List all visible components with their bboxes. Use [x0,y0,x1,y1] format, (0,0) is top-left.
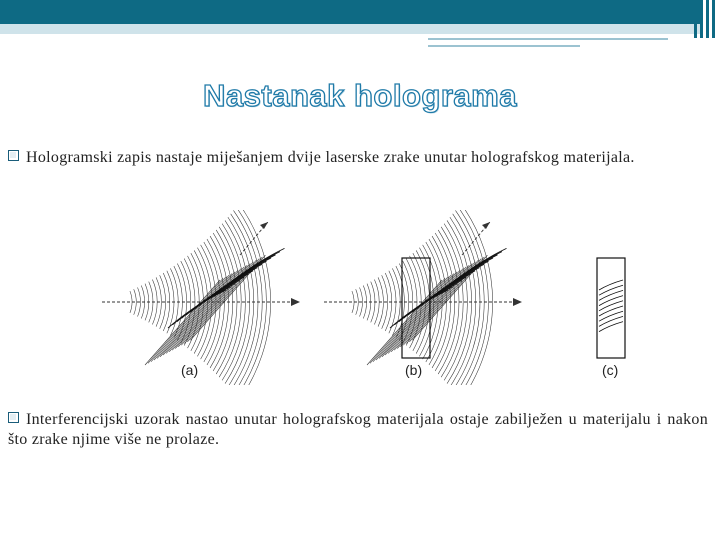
top-band-light [0,24,700,34]
panel-label-a: (a) [181,362,199,378]
object-arrow-icon [513,298,522,306]
bullet-icon [8,412,19,423]
holographic-plate [597,258,625,358]
recorded-fringe [599,316,623,326]
recorded-fringe [599,280,623,290]
edge-stripe [700,0,703,38]
paragraph-text: Hologramski zapis nastaje miješanjem dvije laserske zrake unutar holografskog materijala. [26,149,635,166]
top-band [0,0,700,24]
object-wavefront-arc [450,217,476,385]
recorded-fringe [599,285,623,295]
page-title: Nastanak holograma [203,78,517,113]
reference-beam-line [148,278,223,363]
reference-beam-line [376,275,451,360]
object-wavefront-arc [228,217,254,385]
object-wavefront-arc [130,291,132,313]
bullet-paragraph [8,410,708,450]
reference-arrow-icon [482,222,490,229]
reference-beam-line [370,278,445,363]
recorded-fringe [599,296,623,306]
reference-beam-line [163,270,238,355]
edge-stripe [706,0,709,38]
top-decorative-bar [0,0,720,38]
reference-beam-line [169,267,244,352]
hologram-diagram [90,210,650,385]
edge-stripe [694,0,697,38]
panel-label-b: (b) [405,362,423,378]
object-arrow-icon [291,298,300,306]
bullet-icon [8,150,19,161]
edge-stripe [712,0,715,38]
reference-beam-line [154,275,229,360]
accent-line [428,45,580,47]
paragraph-text: Interferencijski uzorak nastao unutar holografskog materijala ostaje zabilježen u materijalu i nakon što zrake njime više ne prolaze. [8,411,708,448]
panel-label-c: (c) [602,362,619,378]
recorded-fringe [599,311,623,321]
object-wavefront-arc [352,291,354,313]
recorded-fringe [599,301,623,311]
bullet-paragraph [8,148,708,168]
accent-line [428,38,668,40]
reference-arrow-icon [260,222,268,229]
recorded-fringe [599,290,623,300]
reference-beam-line [385,270,460,355]
recorded-fringe [599,322,623,332]
recorded-fringe [599,306,623,316]
